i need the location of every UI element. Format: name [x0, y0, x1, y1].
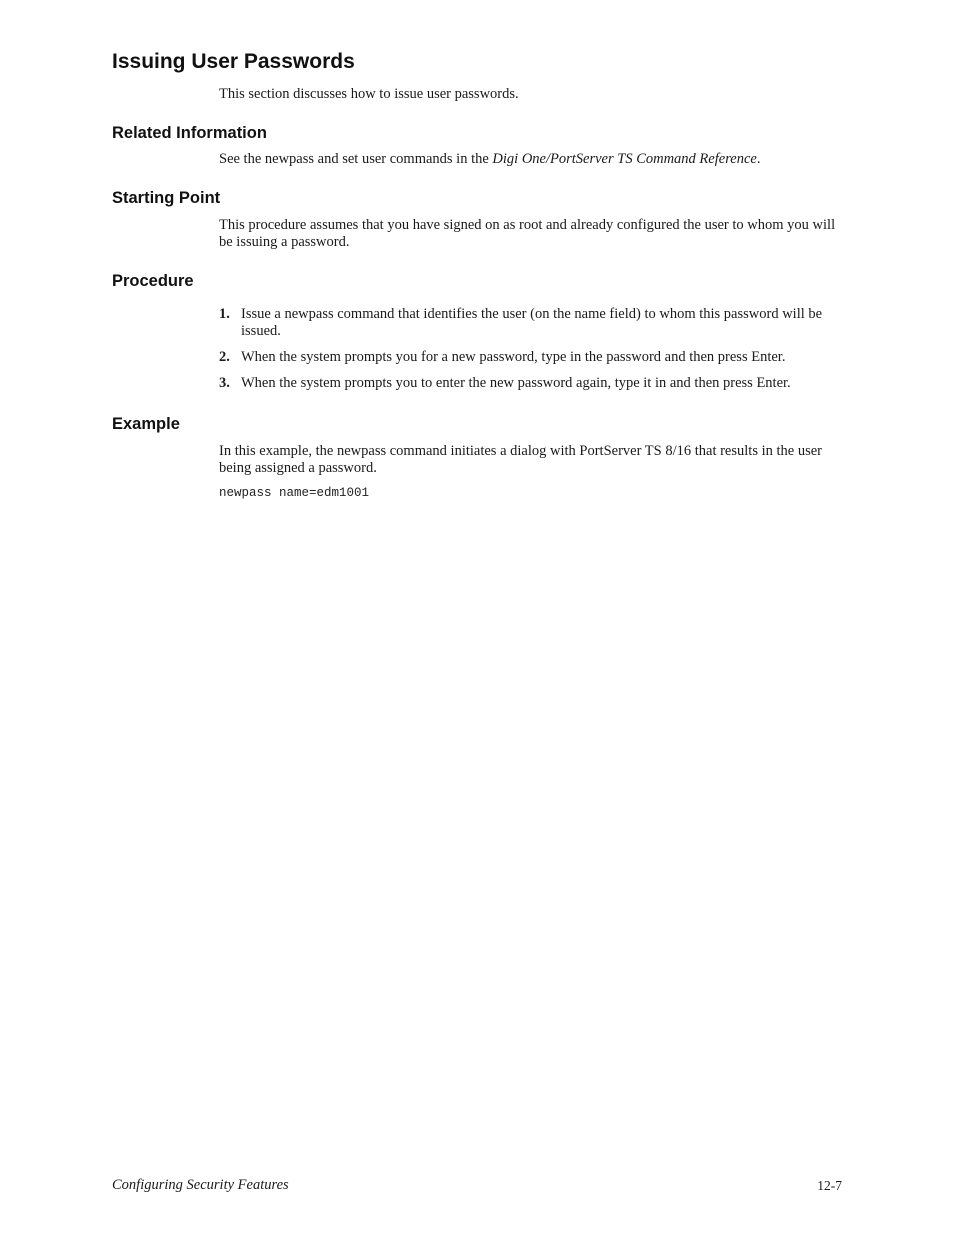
- related-information-heading: Related Information: [112, 124, 267, 142]
- starting-point-heading: Starting Point: [112, 189, 221, 207]
- example-heading: Example: [112, 415, 180, 433]
- footer-page-number: 12-7: [817, 1178, 842, 1193]
- related-information-paragraph: [219, 151, 844, 168]
- procedure-heading: Procedure: [112, 272, 194, 290]
- example-code-block: newpass name=edm1001: [219, 486, 370, 500]
- procedure-step: [219, 306, 844, 340]
- step-number: 3.: [219, 375, 230, 391]
- step-text: When the system prompts you for a new password, type in the password and then press Enter.: [241, 349, 786, 365]
- step-text: When the system prompts you to enter the new password again, type it in and then press Enter.: [241, 375, 791, 391]
- starting-point-paragraph: This procedure assumes that you have signed on as root and already configured the user to whom you will be issuing a password.: [219, 217, 836, 250]
- procedure-step: [219, 375, 844, 392]
- command-reference-title: Digi One/PortServer TS Command Reference: [492, 151, 757, 167]
- related-text-after: .: [756, 151, 761, 167]
- procedure-step: [219, 349, 844, 366]
- footer-chapter-title: Configuring Security Features: [112, 1177, 289, 1193]
- page-title: Issuing User Passwords: [112, 50, 355, 73]
- example-paragraph: In this example, the newpass command initiates a dialog with PortServer TS 8/16 that results in the user being assigned a password.: [219, 443, 822, 476]
- related-text-before: See the newpass and set user commands in the: [219, 151, 493, 167]
- procedure-steps: [219, 306, 844, 401]
- step-number: 1.: [219, 306, 230, 322]
- intro-paragraph: This section discusses how to issue user passwords.: [219, 86, 519, 102]
- step-text: Issue a newpass command that identifies the user (on the name field) to whom this password will be issued.: [241, 306, 823, 339]
- step-number: 2.: [219, 349, 230, 365]
